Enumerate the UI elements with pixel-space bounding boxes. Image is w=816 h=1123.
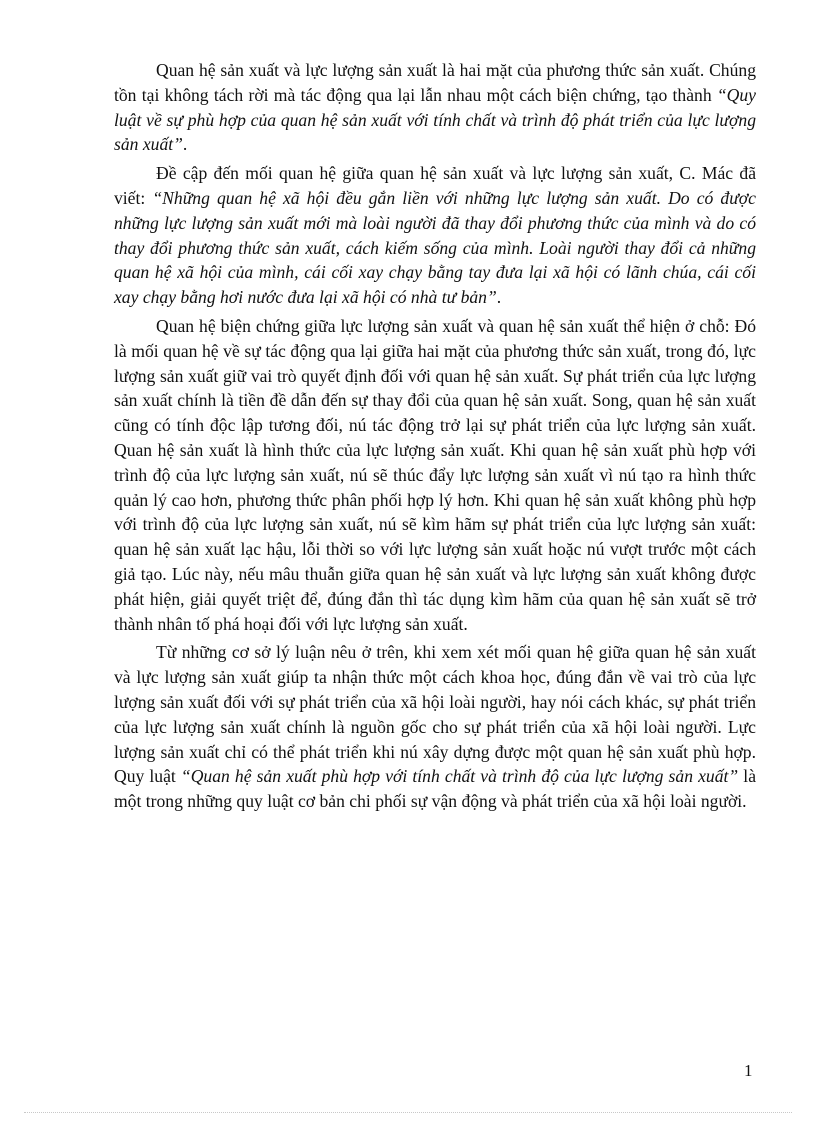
paragraph-4 — [114, 640, 756, 814]
paragraph-1 — [114, 58, 756, 157]
paragraph-2-text-b: . — [496, 287, 502, 308]
paragraph-2-marx-quote: “Những quan hệ xã hội đều gắn liền với những lực lượng sản xuất. Do có được những lực lượng sản xuất mới mà loài người đã thay đổi phương thức của mình và do có thay đổi phương thức sản xuất, cách kiếm sống của mình. Loài người thay đổi cả những quan hệ xã hội của mình, cái cối xay chạy bằng tay đưa lại xã hội có lãnh chúa, cái cối xay chạy bằng hơi nước đưa lại xã hội có nhà tư bản” — [114, 187, 756, 308]
paragraph-1-law-quote: “Quy luật về sự phù hợp của quan hệ sản xuất với tính chất và trình độ phát triển của lực lượng sản xuất” — [114, 84, 756, 155]
paragraph-4-text-b: là một trong những quy luật cơ bản chi phối sự vận động và phát triển của xã hội loài người. — [114, 766, 756, 812]
page-bottom-border — [24, 1112, 792, 1113]
paragraph-2 — [114, 161, 756, 310]
paragraph-1-text-a: Quan hệ sản xuất và lực lượng sản xuất là hai mặt của phương thức sản xuất. Chúng tồn tại không tách rời mà tác động qua lại lẫn nhau một cách biện chứng, tạo thành — [114, 60, 756, 105]
paragraph-2-text-a: Đề cập đến mối quan hệ giữa quan hệ sản xuất và lực lượng sản xuất, C. Mác đã viết: — [114, 163, 756, 208]
paragraph-3-text: Quan hệ biện chứng giữa lực lượng sản xuất và quan hệ sản xuất thể hiện ở chỗ: Đó là mối quan hệ về sự tác động qua lại giữa hai mặt của phương thức sản xuất, trong đó, lực lượng sản xuất giữ vai trò quyết định đối với quan hệ sản xuất. Sự phát triển của lực lượng sản xuất chính là tiền đề dẫn đến sự thay đổi của quan hệ sản xuất. Song, quan hệ sản xuất cũng có tính độc lập tương đối, nú tác động trở lại sự phát triển của lực lượng sản xuất. Quan hệ sản xuất là hình thức của lực lượng sản xuất. Khi quan hệ sản xuất phù hợp với trình độ của lực lượng sản xuất, nú sẽ thúc đẩy lực lượng sản xuất vì nú tạo ra hình thức quản lý cao hơn, phương thức phân phối hợp lý hơn. Khi quan hệ sản xuất không phù hợp với trình độ của lực lượng sản xuất, nú sẽ kìm hãm sự phát triển của lực lượng sản xuất: quan hệ sản xuất lạc hậu, lỗi thời so với lực lượng sản xuất hoặc nú vượt trước một cách giả tạo. Lúc này, nếu mâu thuẫn giữa quan hệ sản xuất và lực lượng sản xuất không được phát hiện, giải quyết triệt để, đúng đắn thì tác dụng kìm hãm của quan hệ sản xuất sẽ trở thành nhân tố phá hoại đối với lực lượng sản xuất. — [114, 315, 756, 634]
paragraph-4-law-quote: “Quan hệ sản xuất phù hợp với tính chất và trình độ của lực lượng sản xuất” — [180, 766, 739, 787]
paragraph-4-text-a: Từ những cơ sở lý luận nêu ở trên, khi xem xét mối quan hệ giữa quan hệ sản xuất và lực lượng sản xuất giúp ta nhận thức một cách khoa học, đúng đắn về vai trò của lực lượng sản xuất đối với sự phát triển của xã hội loài người, hay nói cách khác, sự phát triển của lực lượng sản xuất chính là nguồn gốc cho sự phát triển của xã hội loài người. Lực lượng sản xuất chỉ có thể phát triển khi nú xây dựng được một quan hệ sản xuất phù hợp. Quy luật — [114, 642, 756, 787]
page-body — [114, 58, 756, 818]
paragraph-3 — [114, 314, 756, 636]
paragraph-1-text-b: . — [182, 134, 188, 155]
page-number: 1 — [744, 1061, 753, 1080]
